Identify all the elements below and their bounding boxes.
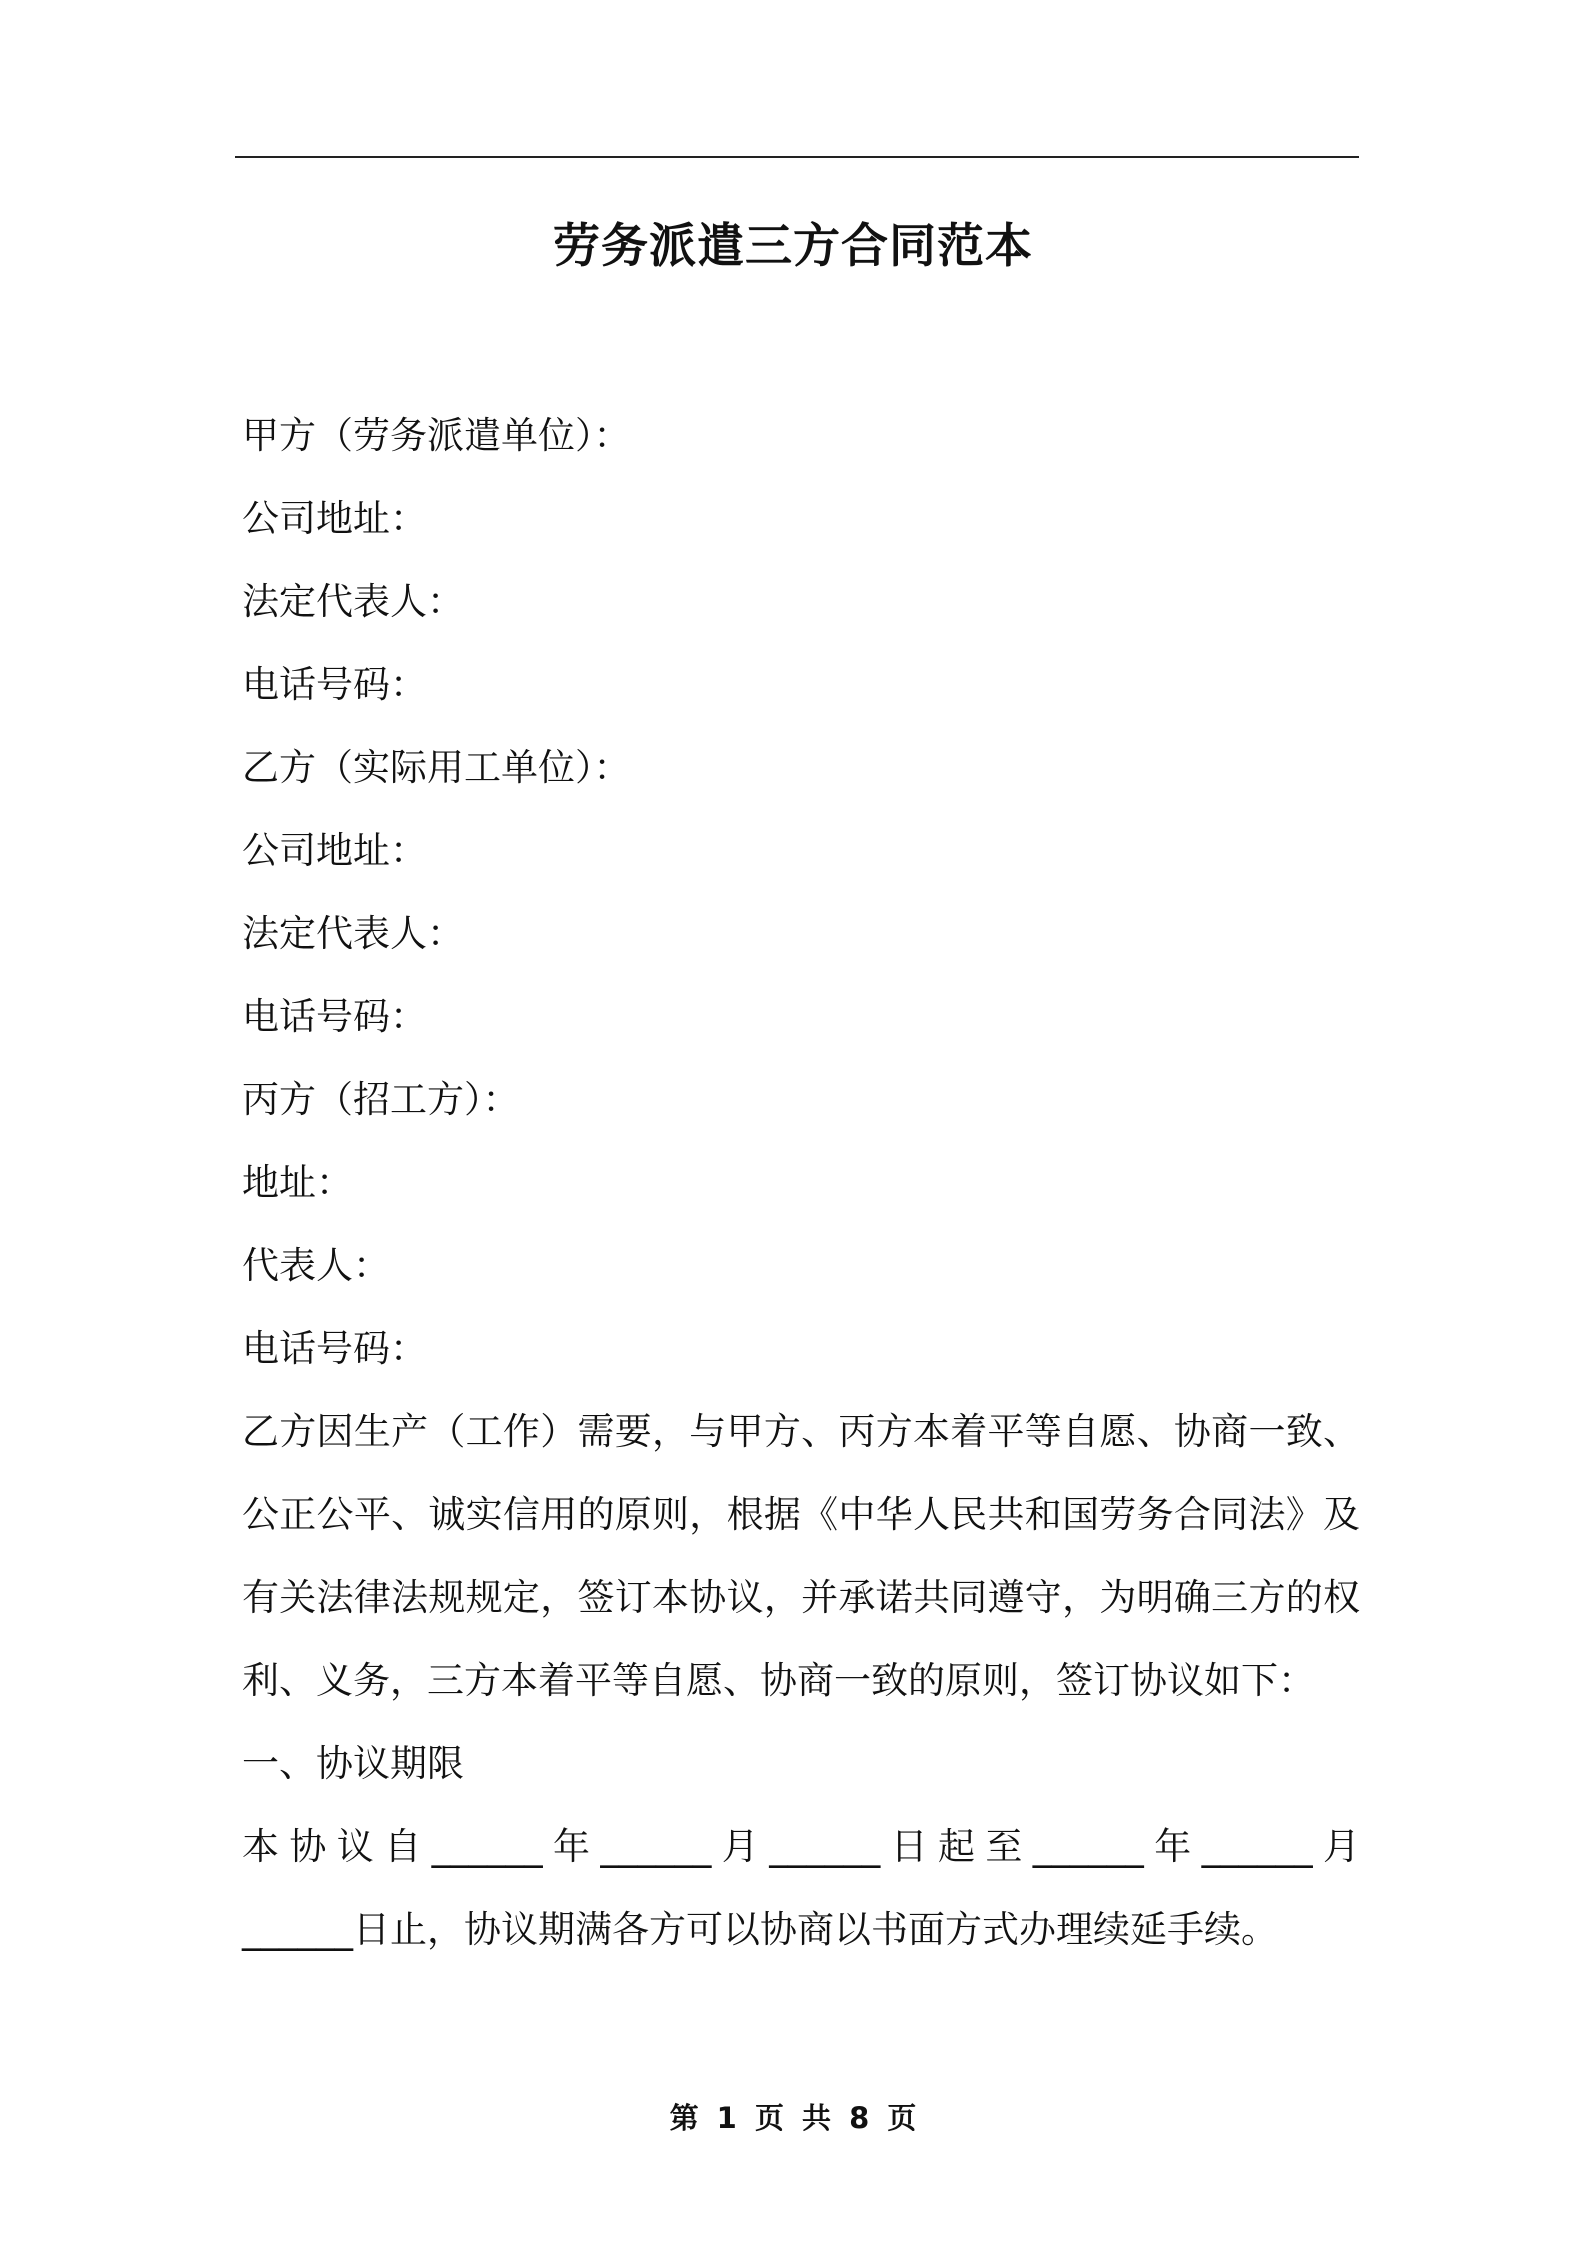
party-b-address-label: 公司地址： (242, 829, 427, 872)
party-c-heading: 丙方（招工方）： (242, 1078, 520, 1121)
party-a-legal-rep-label: 法定代表人： (242, 580, 464, 623)
preamble-line: 乙方因生产（工作）需要，与甲方、丙方本着平等自愿、协商一致、 (242, 1410, 1360, 1453)
preamble-line: 有关法律法规规定，签订本协议，并承诺共同遵守，为明确三方的权 (242, 1576, 1360, 1619)
section-1-heading: 一、协议期限 (242, 1742, 464, 1785)
party-b-heading: 乙方（实际用工单位）： (242, 746, 631, 789)
page-number-footer: 第 1 页 共 8 页 (669, 2101, 917, 2135)
preamble-line: 利、义务，三方本着平等自愿、协商一致的原则，签订协议如下： (242, 1659, 1315, 1702)
preamble-line: 公正公平、诚实信用的原则，根据《中华人民共和国劳务合同法》及 (242, 1493, 1360, 1536)
section-1-line: ______日止，协议期满各方可以协商以书面方式办理续延手续。 (242, 1908, 1278, 1951)
section-1-line: 本协议自______年______月______日起至______年______月 (242, 1825, 1360, 1868)
party-c-rep-label: 代表人： (242, 1244, 390, 1287)
header-rule (235, 156, 1359, 158)
party-a-heading: 甲方（劳务派遣单位）： (242, 414, 631, 457)
document-title: 劳务派遣三方合同范本 (553, 219, 1033, 274)
party-b-legal-rep-label: 法定代表人： (242, 912, 464, 955)
party-c-phone-label: 电话号码： (242, 1327, 427, 1370)
party-c-address-label: 地址： (242, 1161, 353, 1204)
party-a-address-label: 公司地址： (242, 497, 427, 540)
party-b-phone-label: 电话号码： (242, 995, 427, 1038)
party-a-phone-label: 电话号码： (242, 663, 427, 706)
